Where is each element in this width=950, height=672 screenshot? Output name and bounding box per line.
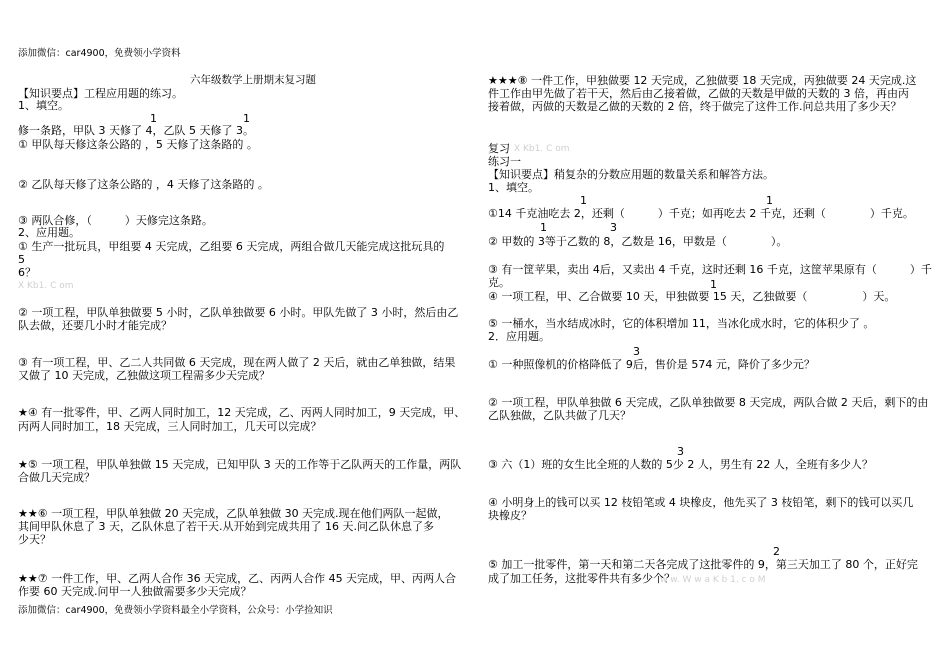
fraction-numerator: 1 bbox=[540, 221, 547, 234]
section-application-right: 2．应用题。 bbox=[488, 330, 550, 343]
fraction-numerator: 1 bbox=[243, 112, 250, 125]
fraction-numerator: 3 bbox=[610, 221, 617, 234]
question-joint-work-cont: 又做了 10 天完成，乙独做这项工程需多少天完成？ bbox=[18, 369, 270, 382]
question-sequential-work-cont: 件工作由甲先做了若干天，然后由乙接着做，乙做的天数是甲做的天数的 3 倍，再由丙 bbox=[488, 87, 909, 100]
question-camera: ① 一种照像机的价格降低了 9后，售价是 574 元，降价了多少元？ bbox=[488, 358, 815, 371]
fraction-numerator: 1 bbox=[580, 194, 587, 207]
question-workload-ratio: ★⑤ 一项工程，甲队单独做 15 天完成，已知甲队 3 天的工作等于乙队两天的工作量，两队 bbox=[18, 458, 462, 471]
question-road: 修一条路，甲队 3 天修了 4，乙队 5 天修了 3。 bbox=[18, 124, 254, 137]
section-fill-blank-right: 1、填空。 bbox=[488, 181, 539, 194]
question-apples-end: 克。 bbox=[488, 276, 510, 289]
question-two-teams-cont: 队去做，还要几小时才能完成？ bbox=[18, 319, 172, 332]
fraction-numerator: 2 bbox=[773, 545, 780, 558]
fraction-numerator: 1 bbox=[710, 278, 717, 291]
question-ice: ⑤ 一桶水，当水结成冰时，它的体积增加 11，当冰化成水时，它的体积少了 。 bbox=[488, 317, 875, 330]
question-rest-days-cont: 其间甲队休息了 3 天，乙队休息了若干天.从开始到完成共用了 16 天.问乙队休息了多 bbox=[18, 520, 434, 533]
review-heading: 复习 bbox=[488, 142, 510, 155]
practice-heading: 练习一 bbox=[488, 155, 521, 168]
footer-note: 添加微信：car4900，免费领小学资料最全小学资料，公众号：小学捡知识 bbox=[18, 605, 333, 616]
question-pair-work-cont: 作要 60 天完成.问甲一人独做需要多少天完成？ bbox=[18, 585, 252, 598]
question-parts-cont: 成了加工任务，这批零件共有多少个？ bbox=[488, 572, 675, 585]
key-point-right: 【知识要点】稍复杂的分数应用题的数量关系和解答方法。 bbox=[488, 168, 774, 181]
fraction-numerator: 3 bbox=[677, 445, 684, 458]
question-sequential-work-end: 接着做，丙做的天数是乙做的天数的 2 倍，终于做完了这件工作.问总共用了多少天？ bbox=[488, 100, 902, 113]
question-workload-ratio-cont: 合做几天完成？ bbox=[18, 471, 95, 484]
question-pair-work: ★★⑦ 一件工作，甲、乙两人合作 36 天完成，乙、丙两人合作 45 天完成，甲、丙两人合 bbox=[18, 572, 457, 585]
question-pencils-cont: 块橡皮？ bbox=[488, 509, 532, 522]
question-three-people: ★④ 有一批零件，甲、乙两人同时加工，12 天完成，乙、丙两人同时加工，9 天完成，甲、 bbox=[18, 406, 466, 419]
question-road-3: ③ 两队合修，（ ）天修完这条路。 bbox=[18, 214, 213, 227]
question-parts: ⑤ 加工一批零件，第一天和第二天各完成了这批零件的 9，第三天加工了 80 个，正好完 bbox=[488, 558, 918, 571]
question-road-2: ② 乙队每天修了这条公路的 ，4 天修了这条路的 。 bbox=[18, 178, 269, 191]
question-toys-end: 6？ bbox=[18, 266, 36, 279]
question-sequential-work: ★★★⑧ 一件工作，甲独做要 12 天完成，乙独做要 18 天完成，丙独做要 24 天完成.这 bbox=[488, 74, 917, 87]
question-project: ④ 一项工程，甲、乙合做要 10 天，甲独做要 15 天，乙独做要（ ）天。 bbox=[488, 290, 896, 303]
section-application-left: 2、应用题。 bbox=[18, 226, 80, 239]
question-team-remaining: ② 一项工程，甲队单独做 6 天完成，乙队单独做要 8 天完成，两队合做 2 天后，剩下的由 bbox=[488, 396, 929, 409]
question-road-1: ① 甲队每天修这条公路的 ，5 天修了这条路的 。 bbox=[18, 138, 258, 151]
question-number-a: ② 甲数的 3等于乙数的 8，乙数是 16，甲数是（ ）。 bbox=[488, 235, 788, 248]
page-title: 六年级数学上册期末复习题 bbox=[190, 74, 316, 86]
question-joint-work: ③ 有一项工程，甲、乙二人共同做 6 天完成，现在两人做了 2 天后，就由乙单独做，结果 bbox=[18, 356, 456, 369]
fraction-numerator: 3 bbox=[633, 345, 640, 358]
question-three-people-cont: 丙两人同时加工，18 天完成，三人同时加工，几天可以完成？ bbox=[18, 420, 322, 433]
watermark-bottom: w w. W w a K b 1. c o M bbox=[660, 575, 766, 585]
key-point-left: 【知识要点】工程应用题的练习。 bbox=[18, 87, 183, 100]
fraction-numerator: 5 bbox=[18, 253, 25, 266]
watermark-right: X Kb1. C om bbox=[514, 144, 570, 154]
question-pencils: ④ 小明身上的钱可以买 12 枝铅笔或 4 块橡皮，他先买了 3 枝铅笔，剩下的钱可以买几 bbox=[488, 496, 914, 509]
question-rest-days-end: 少天？ bbox=[18, 533, 51, 546]
fraction-numerator: 1 bbox=[766, 194, 773, 207]
question-two-teams: ② 一项工程，甲队单独做要 5 小时，乙队单独做要 6 小时。甲队先做了 3 小时，然后由乙 bbox=[18, 306, 459, 319]
question-rest-days: ★★⑥ 一项工程，甲队单独做 20 天完成，乙队单独做 30 天完成.现在他们两队一起做， bbox=[18, 507, 449, 520]
question-apples: ③ 有一筐苹果，卖出 4后，又卖出 4 千克，这时还剩 16 千克，这筐苹果原有（ ）千 bbox=[488, 263, 932, 276]
watermark-left: X Kb1. C om bbox=[18, 281, 74, 291]
header-note: 添加微信：car4900，免费领小学资料 bbox=[18, 48, 181, 59]
question-toys: ① 生产一批玩具，甲组要 4 天完成，乙组要 6 天完成，两组合做几天能完成这批玩具的 bbox=[18, 240, 445, 253]
fraction-numerator: 1 bbox=[150, 112, 157, 125]
question-oil: ①14 千克油吃去 2，还剩（ ）千克；如再吃去 2 千克，还剩（ ）千克。 bbox=[488, 207, 914, 220]
question-class-girls: ③ 六（1）班的女生比全班的人数的 5少 2 人，男生有 22 人，全班有多少人？ bbox=[488, 458, 873, 471]
question-team-remaining-cont: 乙队独做，乙队共做了几天？ bbox=[488, 409, 631, 422]
section-fill-blank-left: 1、填空。 bbox=[18, 99, 69, 112]
